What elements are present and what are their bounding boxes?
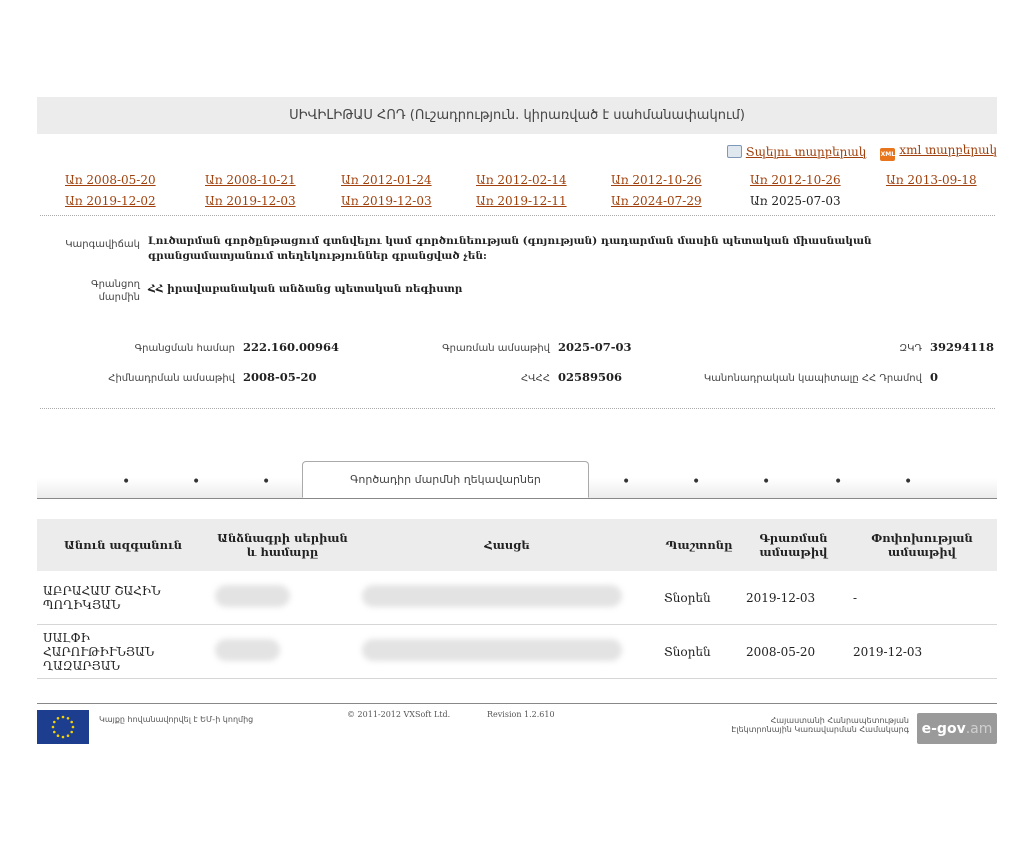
registrar-value: ՀՀ իրավաբանական անձանց պետական ռեգիստր [148,283,463,295]
reg-number-label: Գրանցման համար [134,343,235,354]
cell-name: ԱԲՐԱՀԱՄ ՇԱՀԻՆ ՊՈՂԻԿՅԱՆ [37,571,209,625]
version-row-2 [37,194,997,215]
copyright: © 2011-2012 VXSoft Ltd. [347,710,451,719]
table-header-row [37,519,997,571]
col-reg-date: Գրառման ամսաթիվ [740,519,847,571]
table-row [37,571,997,625]
version-link[interactable]: Առ 2019-12-03 [341,194,432,208]
tab-bullet[interactable]: • [834,474,843,490]
hvhh-label: ՀՎՀՀ [520,373,550,384]
xml-version-label[interactable]: xml տարբերակ [899,143,997,157]
cell-position: Տնօրեն [658,571,740,625]
printer-icon [727,145,742,158]
print-version-link[interactable] [727,145,867,159]
xml-version-link[interactable] [880,143,997,161]
executives-table [37,519,997,679]
redacted-block [362,585,622,607]
tab-bullet[interactable]: • [262,474,271,490]
cell-change-date: 2019-12-03 [847,625,997,679]
cell-address-redacted [356,571,658,625]
cell-name: ՍԱԼՓԻ ՀԱՐՈՒԹԻՒՆՅԱՆ ՂԱԶԱՐՅԱՆ [37,625,209,679]
egov-logo[interactable]: e-gov .am [917,713,997,744]
cell-passport-redacted [209,571,356,625]
version-link[interactable]: Առ 2012-10-26 [750,173,841,187]
table-row [37,625,997,679]
footer [37,703,997,759]
version-history [37,173,997,215]
col-position: Պաշտոնը [658,519,740,571]
eu-sponsor-text: Կայքը հովանավորվել է ԵՄ-ի կողմից [99,715,254,724]
cell-passport-redacted [209,625,356,679]
section-tabs [37,461,997,499]
eu-flag-icon [37,710,89,744]
hvhh-value: 02589506 [558,370,623,384]
cell-reg-date: 2008-05-20 [740,625,847,679]
registrar-label: Գրանցող մարմին [91,279,140,303]
version-link[interactable]: Առ 2019-12-02 [65,194,156,208]
capital-value: 0 [930,370,939,384]
divider [40,215,995,216]
divider [40,408,995,409]
version-link[interactable]: Առ 2019-12-11 [476,194,567,208]
reg-number-value: 222.160.00964 [243,340,340,354]
cell-address-redacted [356,625,658,679]
tab-bullet[interactable]: • [622,474,631,490]
reg-date-value: 2025-07-03 [558,340,632,354]
found-date-label: Հիմնադրման ամսաթիվ [108,373,235,384]
status-value: Լուծարման գործընթացում գտնվելու կամ գործունեության (գոյության) դադարման մասին պետական միասնական գրանցամատյանում տեղեկություններ գրանցված չեն: [148,235,872,262]
version-link[interactable]: Առ 2012-10-26 [611,173,702,187]
export-links [727,143,997,161]
col-passport: Անձնագրի սերիան և համարը [209,519,356,571]
cell-position: Տնօրեն [658,625,740,679]
tab-bullet[interactable]: • [122,474,131,490]
col-address: Հասցե [356,519,658,571]
col-name: Անուն ազգանուն [37,519,209,571]
revision: Revision 1.2.610 [487,710,555,719]
tab-bullet[interactable]: • [192,474,201,490]
tab-executive-heads[interactable]: Գործադիր մարմնի ղեկավարներ [302,461,589,498]
tab-bullet[interactable]: • [904,474,913,490]
version-link[interactable]: Առ 2019-12-03 [205,194,296,208]
tab-bullet[interactable]: • [762,474,771,490]
col-change-date: Փոփոխության ամսաթիվ [847,519,997,571]
version-link[interactable]: Առ 2008-05-20 [65,173,156,187]
version-link[interactable]: Առ 2012-02-14 [476,173,567,187]
zkd-value: 39294118 [930,340,995,354]
tab-bullet[interactable]: • [692,474,701,490]
version-link[interactable]: Առ 2008-10-21 [205,173,296,187]
gov-text: Հայաստանի Հանրապետության Էլեկտրոնային Կառավարման Համակարգ [731,716,909,734]
version-link[interactable]: Առ 2024-07-29 [611,194,702,208]
zkd-label: ԶԿԴ [899,343,922,354]
status-label: Կարգավիճակ [65,239,140,250]
version-row-1 [37,173,997,194]
cell-reg-date: 2019-12-03 [740,571,847,625]
version-link[interactable]: Առ 2012-01-24 [341,173,432,187]
redacted-block [362,639,622,661]
cell-change-date: - [847,571,997,625]
version-current: Առ 2025-07-03 [750,194,841,208]
capital-label: Կանոնադրական կապիտալը ՀՀ Դրամով [703,373,922,384]
found-date-value: 2008-05-20 [243,370,317,384]
version-link[interactable]: Առ 2013-09-18 [886,173,977,187]
page-title: ՍԻՎԻԼԻԹԱՍ ՀՈԴ (Ուշադրություն. կիրառված է սահմանափակում) [37,97,997,134]
redacted-block [215,639,280,661]
redacted-block [215,585,290,607]
reg-date-label: Գրառման ամսաթիվ [442,343,550,354]
print-version-label[interactable]: Տպելու տարբերակ [745,145,867,159]
xml-file-icon: XML [880,148,895,161]
